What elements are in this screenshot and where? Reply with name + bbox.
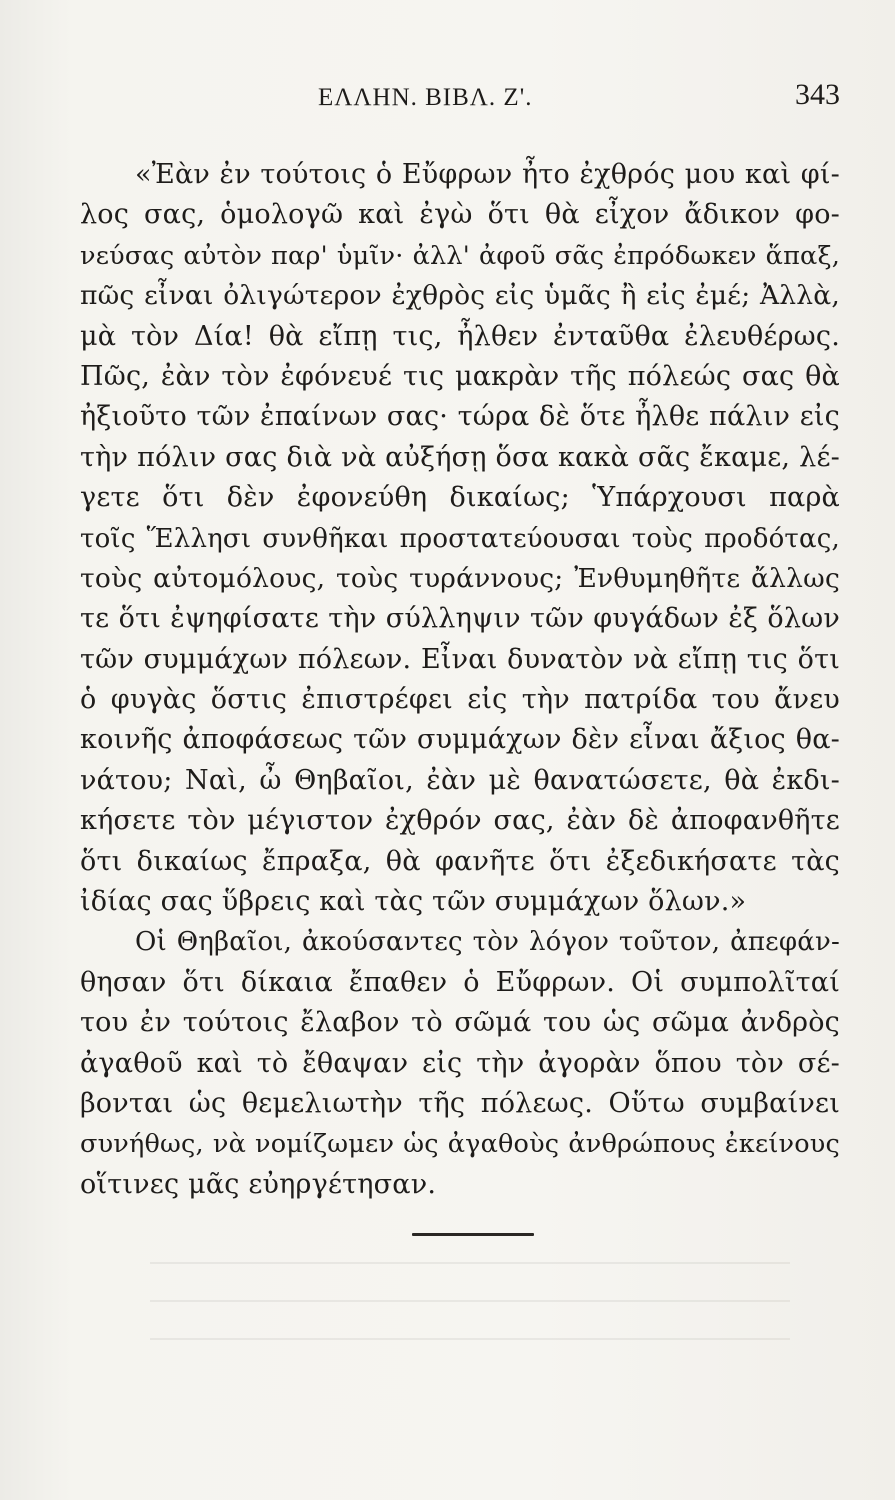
text-line: ὁ φυγὰς ὅστις ἐπιστρέφει εἰς τὴν πατρίδα του ἄνευ xyxy=(80,684,840,716)
section-divider xyxy=(412,1233,534,1236)
text-line: νεύσας αὐτὸν παρ' ὑμῖν· ἀλλ' ἀφοῦ σᾶς ἐπρόδωκεν ἅπαξ, xyxy=(80,240,840,271)
text-line: ὅτι δικαίως ἔπραξα, θὰ φανῆτε ὅτι ἐξεδικήσατε τὰς xyxy=(80,845,840,877)
text-line: γετε ὅτι δὲν ἐφονεύθη δικαίως; Ὑπάρχουσι παρὰ xyxy=(80,482,840,514)
text-line: θησαν ὅτι δίκαια ἔπαθεν ὁ Εὔφρων. Οἱ συμπολῖταί xyxy=(80,966,840,998)
text-line: Πῶς, ἐὰν τὸν ἐφόνευέ τις μακρὰν τῆς πόλεώς σας θὰ xyxy=(80,360,840,392)
text-line: ἠξιοῦτο τῶν ἐπαίνων σας· τώρα δὲ ὅτε ἦλθε πάλιν εἰς xyxy=(80,401,840,433)
text-line: τοὺς αὐτομόλους, τοὺς τυράννους; Ἐνθυμηθῆτε ἄλλως xyxy=(80,562,840,594)
text-line: οἵτινες μᾶς εὐηργέτησαν. xyxy=(80,1168,437,1200)
body-text xyxy=(80,155,840,1205)
text-line: ἀγαθοῦ καὶ τὸ ἔθαψαν εἰς τὴν ἀγορὰν ὅπου τὸν σέ- xyxy=(80,1047,840,1079)
text-line: τὴν πόλιν σας διὰ νὰ αὐξήσῃ ὅσα κακὰ σᾶς ἔκαμε, λέ- xyxy=(80,441,840,473)
show-through-line xyxy=(150,1262,790,1264)
text-line: κοινῆς ἀποφάσεως τῶν συμμάχων δὲν εἶναι ἄξιος θα- xyxy=(80,724,840,756)
text-line: τοῖς Ἕλλησι συνθῆκαι προστατεύουσαι τοὺς προδότας, xyxy=(80,523,840,554)
running-head: ΕΛΛΗΝ. ΒΙΒΛ. Ζ'. xyxy=(318,84,533,111)
page-number: 343 xyxy=(795,78,840,111)
text-line: συνήθως, νὰ νομίζωμεν ὡς ἀγαθοὺς ἀνθρώπους ἐκείνους xyxy=(80,1129,840,1160)
text-line: πῶς εἶναι ὀλιγώτερον ἐχθρὸς εἰς ὑμᾶς ἢ εἰς ἐμέ; Ἀλλὰ, xyxy=(80,280,840,312)
text-line: νάτου; Ναὶ, ὦ Θηβαῖοι, ἐὰν μὲ θανατώσετε, θὰ ἐκδι- xyxy=(80,764,840,796)
text-line: ἰδίας σας ὕβρεις καὶ τὰς τῶν συμμάχων ὅλων.» xyxy=(80,886,747,918)
text-line: βονται ὡς θεμελιωτὴν τῆς πόλεως. Οὕτω συμβαίνει xyxy=(80,1087,840,1119)
text-line: μὰ τὸν Δία! θὰ εἴπῃ τις, ἦλθεν ἐνταῦθα ἐλευθέρως. xyxy=(80,320,840,352)
text-line: κήσετε τὸν μέγιστον ἐχθρόν σας, ἐὰν δὲ ἀποφανθῆτε xyxy=(80,805,840,837)
text-line: «Ἐὰν ἐν τούτοις ὁ Εὔφρων ἦτο ἐχθρός μου καὶ φί- xyxy=(135,159,840,190)
text-line: τῶν συμμάχων πόλεων. Εἶναι δυνατὸν νὰ εἴπῃ τις ὅτι xyxy=(80,643,840,675)
page-header xyxy=(0,78,895,128)
text-line: τε ὅτι ἐψηφίσατε τὴν σύλληψιν τῶν φυγάδων ἐξ ὅλων xyxy=(80,603,840,635)
text-line: του ἐν τούτοις ἔλαβον τὸ σῶμά του ὡς σῶμα ἀνδρὸς xyxy=(80,1007,840,1039)
show-through-line xyxy=(150,1338,790,1340)
show-through-line xyxy=(150,1300,790,1302)
text-line: Οἱ Θηβαῖοι, ἀκούσαντες τὸν λόγον τοῦτον, ἀπεφάν- xyxy=(135,927,840,958)
text-line: λος σας, ὁμολογῶ καὶ ἐγὼ ὅτι θὰ εἶχον ἄδικον φο- xyxy=(80,199,840,231)
